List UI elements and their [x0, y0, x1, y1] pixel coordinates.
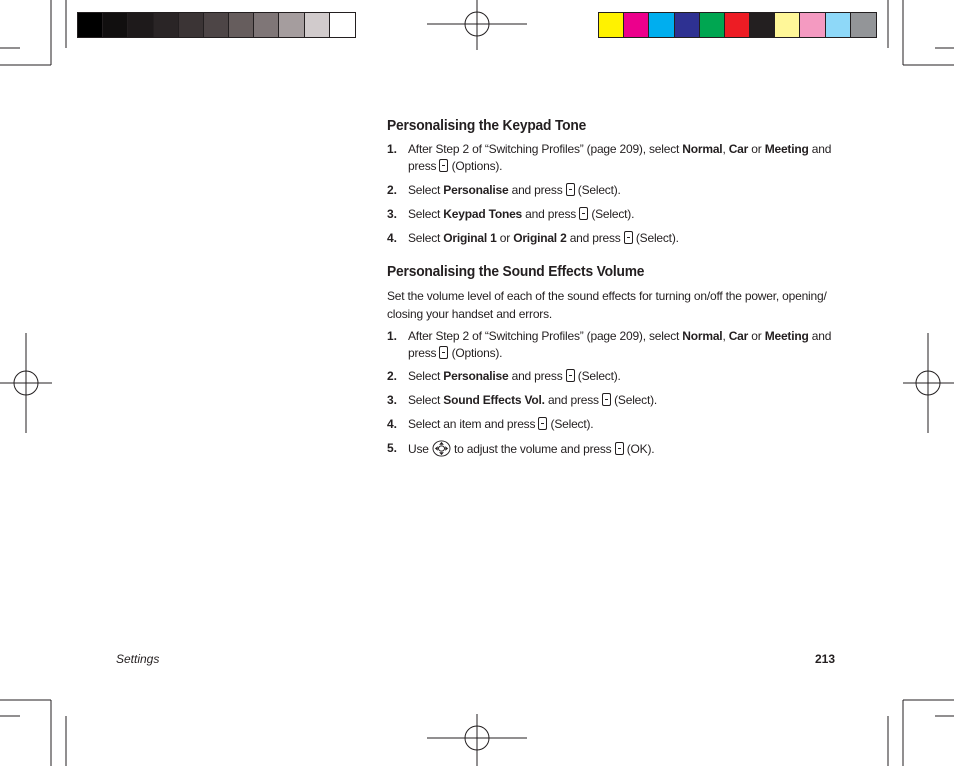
section-heading: Personalising the Sound Effects Volume [387, 263, 645, 280]
step-list [387, 328, 842, 458]
footer-section-name: Settings [116, 652, 160, 666]
color-swatch [800, 13, 825, 37]
menu-option-name: Keypad Tones [443, 207, 523, 221]
step-number: 3. [387, 393, 398, 407]
color-swatch [279, 13, 304, 37]
menu-option-name: Normal [682, 329, 723, 343]
menu-option-name: Meeting [764, 142, 809, 156]
step-text-run: (Select). [574, 369, 621, 383]
menu-option-name: Original 1 [443, 231, 497, 245]
step-text-run: (Select). [547, 417, 594, 431]
step-text-run: and press [566, 231, 624, 245]
section-intro: Set the volume level of each of the sound effects for turning on/off the power, opening/ closing your handset and errors. [387, 289, 827, 321]
step-text [408, 442, 654, 456]
step-text-run: and press [544, 393, 602, 407]
step-text-run: Select [408, 183, 444, 197]
color-swatch [851, 13, 876, 37]
menu-option-name: Personalise [443, 369, 509, 383]
softkey-icon [538, 417, 547, 430]
color-swatch [154, 13, 179, 37]
step-text [408, 142, 831, 173]
step-text-run: , [722, 329, 729, 343]
step-number: 1. [387, 142, 398, 156]
step-text [408, 369, 621, 383]
step-text-run: , [722, 142, 729, 156]
step-text-run: Select [408, 231, 444, 245]
color-swatch [725, 13, 750, 37]
color-swatch [750, 13, 775, 37]
step-text-run: and press [408, 142, 832, 173]
page-number: 213 [815, 652, 836, 666]
softkey-icon [579, 207, 588, 220]
step-number: 2. [387, 369, 398, 383]
step-text-run: and press [522, 207, 580, 221]
step-text-run: to adjust the volume and press [450, 442, 615, 456]
step-text-run: (OK). [623, 442, 655, 456]
step-item [387, 392, 842, 409]
step-text-run: After Step 2 of “Switching Profiles” (page 209), select [408, 142, 683, 156]
menu-option-name: Normal [682, 142, 723, 156]
softkey-icon [439, 346, 448, 359]
softkey-icon [566, 183, 575, 196]
navigation-key-icon [432, 440, 451, 457]
color-swatch [179, 13, 204, 37]
section-heading: Personalising the Keypad Tone [387, 117, 587, 134]
color-swatch [700, 13, 725, 37]
step-text-run: After Step 2 of “Switching Profiles” (page 209), select [408, 329, 683, 343]
color-swatch [826, 13, 851, 37]
color-swatch [78, 13, 103, 37]
step-text-run: and press [508, 183, 566, 197]
step-number: 1. [387, 329, 398, 343]
page-content [387, 116, 842, 458]
grayscale-color-bar [77, 12, 356, 38]
softkey-icon [439, 159, 448, 172]
menu-option-name: Sound Effects Vol. [443, 393, 545, 407]
step-text-run: (Select). [574, 183, 621, 197]
color-swatch [254, 13, 279, 37]
step-text [408, 329, 831, 360]
cmyk-color-bar [598, 12, 877, 38]
color-swatch [229, 13, 254, 37]
step-text-run: (Select). [588, 207, 635, 221]
step-text-run: Use [408, 442, 432, 456]
step-text-run: (Select). [632, 231, 679, 245]
color-swatch [330, 13, 355, 37]
color-swatch [204, 13, 229, 37]
color-swatch [305, 13, 330, 37]
step-text [408, 393, 657, 407]
step-text-run: and press [508, 369, 566, 383]
step-item [387, 182, 842, 199]
color-swatch [599, 13, 624, 37]
step-number: 4. [387, 231, 398, 245]
step-text-run: and press [408, 329, 832, 360]
step-number: 4. [387, 417, 398, 431]
step-text [408, 183, 621, 197]
step-text-run: Select [408, 207, 444, 221]
step-text-run: (Options). [448, 159, 503, 173]
softkey-icon [566, 369, 575, 382]
color-swatch [675, 13, 700, 37]
step-item [387, 416, 842, 433]
menu-option-name: Original 2 [513, 231, 567, 245]
softkey-icon [615, 442, 624, 455]
step-item [387, 440, 842, 458]
step-text-run: or [748, 142, 765, 156]
step-text [408, 231, 679, 245]
step-text-run: Select an item and press [408, 417, 539, 431]
step-item [387, 141, 842, 175]
step-text-run: Select [408, 369, 444, 383]
step-number: 3. [387, 207, 398, 221]
step-text [408, 417, 593, 431]
step-number: 5. [387, 441, 398, 455]
step-text-run: (Select). [611, 393, 658, 407]
menu-option-name: Meeting [764, 329, 809, 343]
step-item [387, 206, 842, 223]
color-swatch [103, 13, 128, 37]
step-text [408, 207, 634, 221]
menu-option-name: Car [728, 142, 749, 156]
step-text-run: or [748, 329, 765, 343]
menu-option-name: Personalise [443, 183, 509, 197]
color-swatch [128, 13, 153, 37]
menu-option-name: Car [728, 329, 749, 343]
step-text-run: Select [408, 393, 444, 407]
color-swatch [649, 13, 674, 37]
softkey-icon [624, 231, 633, 244]
step-item [387, 230, 842, 247]
step-item [387, 328, 842, 362]
step-number: 2. [387, 183, 398, 197]
softkey-icon [602, 393, 611, 406]
step-item [387, 368, 842, 385]
step-list [387, 141, 842, 247]
step-text-run: or [496, 231, 514, 245]
color-swatch [624, 13, 649, 37]
color-swatch [775, 13, 800, 37]
step-text-run: (Options). [448, 346, 503, 360]
